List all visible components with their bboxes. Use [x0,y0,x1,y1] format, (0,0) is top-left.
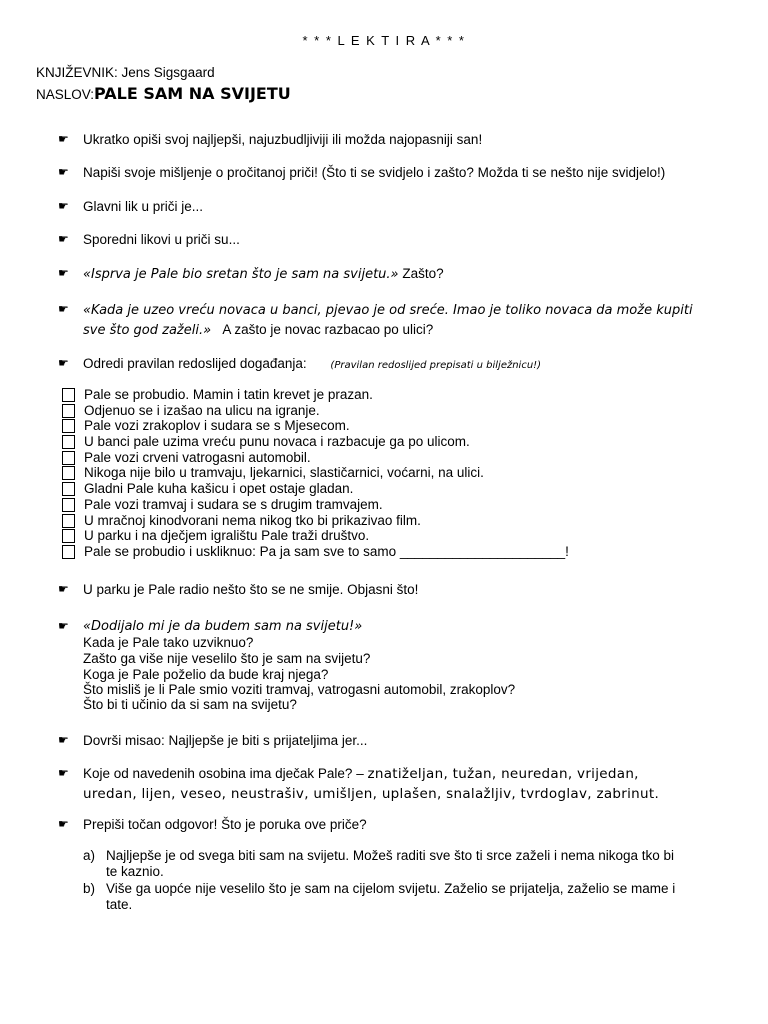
right-pointing-hand-icon: ☛ [58,232,69,246]
question-text: A zašto je novac razbacao po ulici? [222,322,434,337]
title-line [36,84,291,103]
quote: «Kada je uzeo vreću novaca u banci, pjevao je od sreće. Imao je toliko novaca da može kupiti [83,303,693,318]
sub-question: Što misliš je li Pale smio voziti tramvaj, vatrogasni automobil, zrakoplov? [83,682,516,697]
sequence-item-label: Gladni Pale kuha kašicu i opet ostaje gladan. [84,481,354,497]
sub-question: Kada je Pale tako uzviknuo? [83,635,254,650]
right-pointing-hand-icon: ☛ [58,302,69,316]
traits-list: uredan, lijen, veseo, neustrašiv, umišljen, uplašen, snalažljiv, tvrdoglav, zabrinut. [83,786,660,802]
order-checkbox[interactable] [62,435,75,449]
right-pointing-hand-icon: ☛ [58,266,69,280]
sequence-item-label: Pale se probudio. Mamin i tatin krevet je prazan. [84,387,373,402]
right-pointing-hand-icon: ☛ [58,356,69,370]
quote: sve što god zaželi.» [83,323,212,338]
question-text: Ukratko opiši svoj najljepši, najuzbudljiviji ili možda najopasniji san! [83,132,483,147]
quote: «Dodijalo mi je da budem sam na svijetu!» [83,619,363,634]
sequence-item-label: U banci pale uzima vreću punu novaca i razbacuje ga po ulicom. [84,434,470,450]
order-checkbox[interactable] [62,529,75,543]
title-label: NASLOV: [36,87,95,102]
order-checkbox[interactable] [62,514,75,528]
right-pointing-hand-icon: ☛ [58,582,69,596]
order-checkbox[interactable] [62,482,75,496]
sequence-item-label: Nikoga nije bilo u tramvaju, ljekarnici, slastičarnici, voćarni, na ulici. [84,465,484,481]
page-title: * * * L E K T I R A * * * [302,33,466,48]
right-pointing-hand-icon: ☛ [58,619,69,633]
question-text: Zašto? [402,266,444,281]
option-letter: a) [83,848,96,863]
quote: «Isprva je Pale bio sretan što je sam na svijetu.» [83,267,399,282]
order-checkbox[interactable] [62,388,75,402]
option-text: tate. [106,897,133,912]
right-pointing-hand-icon: ☛ [58,132,69,146]
book-title: PALE SAM NA SVIJETU [94,84,291,103]
order-checkbox[interactable] [62,419,75,433]
question-text: Odredi pravilan redoslijed događanja: [83,356,307,371]
right-pointing-hand-icon: ☛ [58,766,69,780]
sequence-item-label: U mračnoj kinodvorani nema nikog tko bi prikazivao film. [84,512,421,528]
instruction-note: (Pravilan redoslijed prepisati u bilježnicu!) [330,360,542,371]
question-text: Sporedni likovi u priči su... [83,232,240,247]
question-text: Koje od navedenih osobina ima dječak Pale? – [83,766,364,781]
question-text: Dovrši misao: Najljepše je biti s prijateljima jer... [83,733,368,748]
sequence-item-label: Pale vozi tramvaj i sudara se s drugim tramvajem. [84,496,383,512]
author-line [36,65,215,80]
question-text: Napiši svoje mišljenje o pročitanoj priči! (Što ti se svidjelo i zašto? Možda ti se nešto nije svidjelo!) [83,165,666,180]
order-checkbox[interactable] [62,466,75,480]
question-text: U parku je Pale radio nešto što se ne smije. Objasni što! [83,582,419,597]
sequence-item-label: Pale vozi zrakoplov i sudara se s Mjesecom. [84,418,350,434]
order-checkbox[interactable] [62,451,75,465]
sub-question: Što bi ti učinio da si sam na svijetu? [83,697,297,712]
author-value: Jens Sigsgaard [121,65,215,80]
traits-list: znatiželjan, tužan, neuredan, vrijedan, [367,766,639,782]
sub-question: Zašto ga više nije veselilo što je sam na svijetu? [83,651,371,666]
order-checkbox[interactable] [62,498,75,512]
order-checkbox[interactable] [62,545,75,559]
right-pointing-hand-icon: ☛ [58,165,69,179]
sequence-item-label: U parku i na dječjem igralištu Pale traži društvo. [84,528,370,544]
question-text: Glavni lik u priči je... [83,199,204,214]
sequence-item-label: Odjenuo se i izašao na ulicu na igranje. [84,402,320,418]
option-text: Najljepše je od svega biti sam na svijetu. Možeš raditi sve što ti srce zaželi i nema nikoga tko bi [106,848,675,863]
right-pointing-hand-icon: ☛ [58,733,69,747]
option-letter: b) [83,881,96,896]
sub-question: Koga je Pale poželio da bude kraj njega? [83,667,329,682]
author-label: KNJIŽEVNIK: [36,65,118,80]
right-pointing-hand-icon: ☛ [58,199,69,213]
right-pointing-hand-icon: ☛ [58,817,69,831]
order-checkbox[interactable] [62,404,75,418]
sequence-item-label: Pale vozi crveni vatrogasni automobil. [84,449,311,465]
option-text: te kaznio. [106,864,164,879]
option-text: Više ga uopće nije veselilo što je sam na cijelom svijetu. Zaželio se prijatelja, zaželio se mame i [106,881,676,896]
question-text: Prepiši točan odgovor! Što je poruka ove priče? [83,817,367,832]
sequence-item-label: Pale se probudio i uskliknuo: Pa ja sam sve to samo ______________________! [84,543,569,559]
